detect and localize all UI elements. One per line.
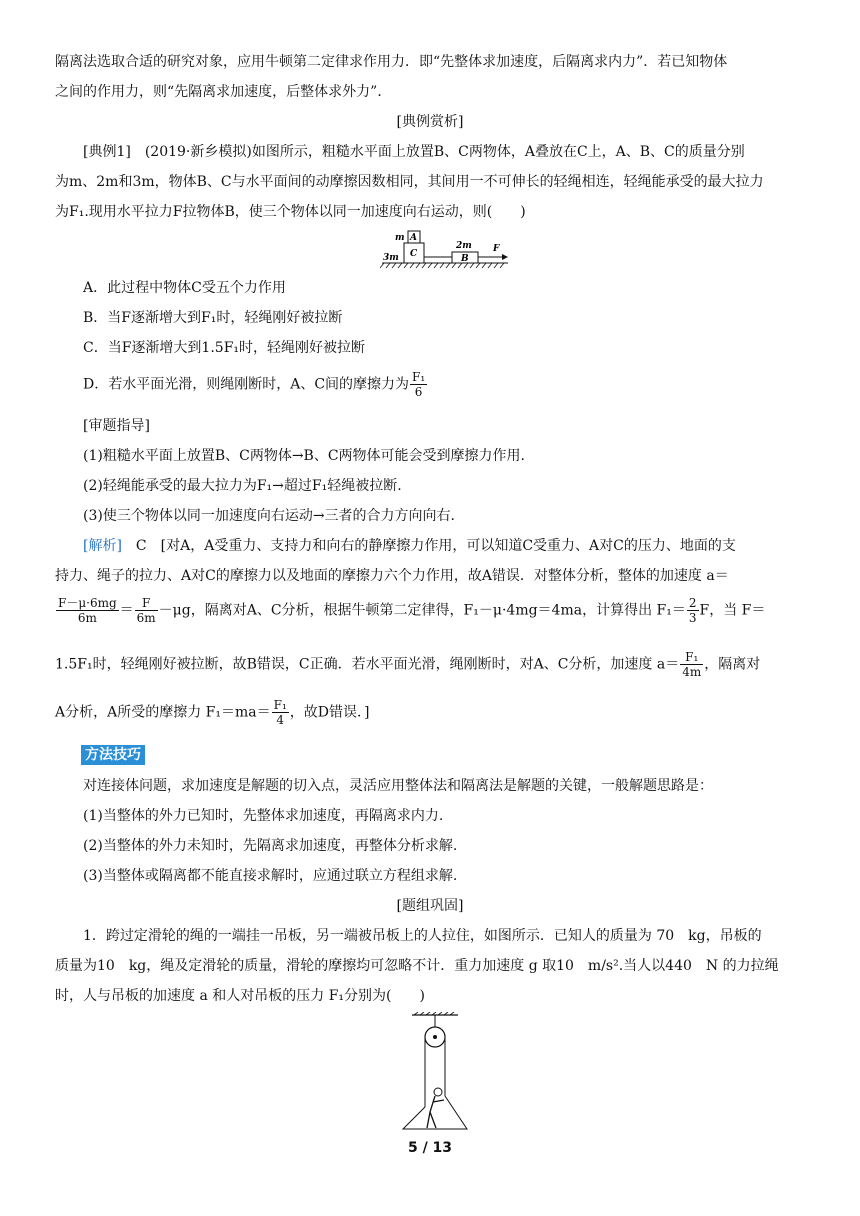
analysis-text-4: 1.5F₁时，轻绳刚好被拉断，故B错误，C正确．若水平面光滑，绳刚断时，对A、C分析，加速度 a＝ xyxy=(55,656,680,673)
analysis-text-3: －μg，隔离对A、C分析，根据牛顿第二定律得，F₁－μ·4mg＝4ma，计算得出 F₁＝ xyxy=(158,602,686,619)
option-d-numerator: F₁ xyxy=(412,370,426,384)
section-heading-group: [题组巩固] xyxy=(396,898,464,914)
option-d-text: D．若水平面光滑，则绳刚断时，A、C间的摩擦力为 xyxy=(83,376,410,393)
label-m: m xyxy=(395,233,405,243)
analysis-line-3 xyxy=(55,596,815,625)
analysis-line-4 xyxy=(55,650,815,679)
blocks-figure xyxy=(380,226,510,270)
question-1-line-2: 质量为10 kg，绳及定滑轮的质量，滑轮的摩擦均可忽略不计．重力加速度 g 取10 m/s².当人以440 N 的力拉绳 xyxy=(55,958,779,974)
fraction-2-denominator: 6m xyxy=(136,611,156,625)
equals-sign: ＝ xyxy=(119,602,134,619)
guide-title: [审题指导] xyxy=(83,418,150,434)
fraction-4-numerator: F₁ xyxy=(680,650,703,665)
label-3m: 3m xyxy=(383,253,399,263)
guide-item-1: (1)粗糙水平面上放置B、C两物体→B、C两物体可能会受到摩擦力作用. xyxy=(83,448,526,464)
fraction-1-denominator: 6m xyxy=(77,611,97,625)
fraction-3-denominator: 3 xyxy=(688,611,697,625)
analysis-text-5-end: ，故D错误．] xyxy=(289,704,370,721)
pulley-figure xyxy=(400,1012,472,1136)
analysis-line-2: 持力、绳子的拉力、A对C的摩擦力以及地面的摩擦力六个力作用，故A错误．对整体分析，整体的加速度 a＝ xyxy=(55,568,729,584)
label-b: B xyxy=(461,254,469,264)
analysis-fraction-3 xyxy=(687,596,699,625)
label-a: A xyxy=(410,233,417,243)
analysis-line-1 xyxy=(83,536,843,556)
example-line-2: 为m、2m和3m，物体B、C与水平面间的动摩擦因数相同，其间用一不可伸长的轻绳相连，轻绳能承受的最大拉力 xyxy=(55,174,764,190)
example-line-1: [典例1] (2019·新乡模拟)如图所示，粗糙水平面上放置B、C两物体，A叠放在C上，A、B、C的质量分别 xyxy=(83,144,745,160)
example-line-3: 为F₁.现用水平拉力F拉物体B，使三个物体以同一加速度向右运动，则( ) xyxy=(55,204,526,220)
analysis-fraction-5 xyxy=(272,698,289,727)
analysis-fraction-1 xyxy=(56,596,119,625)
fraction-2-numerator: F xyxy=(135,596,158,611)
label-f: F xyxy=(493,244,500,254)
analysis-text-1: C [对A，A受重力、支持力和向右的静摩擦力作用，可以知道C受重力、A对C的压力、地面的支 xyxy=(121,538,736,554)
method-tips-badge: 方法技巧 xyxy=(81,745,145,765)
option-b: B．当F逐渐增大到F₁时，轻绳刚好被拉断 xyxy=(83,310,343,326)
tips-item-2: (2)当整体的外力未知时，先隔离求加速度，再整体分析求解. xyxy=(83,838,458,854)
label-2m: 2m xyxy=(456,241,472,251)
fraction-5-numerator: F₁ xyxy=(273,698,287,712)
fraction-1-numerator: F－μ·6mg xyxy=(58,596,117,610)
fraction-4-denominator: 4m xyxy=(682,665,702,679)
section-heading-example: [典例赏析] xyxy=(396,114,464,130)
intro-line-2: 之间的作用力，则“先隔离求加速度，后整体求外力”． xyxy=(55,84,392,100)
fraction-5-denominator: 4 xyxy=(276,713,285,727)
tips-item-1: (1)当整体的外力已知时，先整体求加速度，再隔离求内力. xyxy=(83,808,444,824)
guide-item-2: (2)轻绳能承受的最大拉力为F₁→超过F₁轻绳被拉断. xyxy=(83,478,402,494)
fraction-3-numerator: 2 xyxy=(688,596,697,610)
page-number: 5 / 13 xyxy=(407,1140,453,1156)
analysis-line-5 xyxy=(55,698,815,727)
intro-line-1: 隔离法选取合适的研究对象，应用牛顿第二定律求作用力．即“先整体求加速度，后隔离求内力”．若已知物体 xyxy=(55,54,728,70)
option-d xyxy=(83,370,843,399)
option-c: C．当F逐渐增大到1.5F₁时，轻绳刚好被拉断 xyxy=(83,340,366,356)
guide-item-3: (3)使三个物体以同一加速度向右运动→三者的合力方向向右. xyxy=(83,508,456,524)
question-1-line-1: 1．跨过定滑轮的绳的一端挂一吊板，另一端被吊板上的人拉住，如图所示．已知人的质量为 70 kg，吊板的 xyxy=(83,928,762,944)
analysis-fraction-2 xyxy=(135,596,158,625)
option-d-fraction xyxy=(410,370,427,399)
option-a: A．此过程中物体C受五个力作用 xyxy=(83,280,286,296)
analysis-text-5: A分析，A所受的摩擦力 F₁＝ma＝ xyxy=(55,704,271,721)
analysis-fraction-4 xyxy=(680,650,703,679)
tips-item-3: (3)当整体或隔离都不能直接求解时，应通过联立方程组求解. xyxy=(83,868,458,884)
person-head xyxy=(434,1088,442,1096)
option-d-denominator: 6 xyxy=(414,385,423,399)
analysis-text-3-end: F，当 F＝ xyxy=(699,602,766,619)
label-c: C xyxy=(410,249,418,259)
person-body xyxy=(427,1096,444,1128)
question-1-line-3: 时，人与吊板的加速度 a 和人对吊板的压力 F₁分别为( ) xyxy=(55,988,425,1004)
analysis-tag: [解析] xyxy=(83,538,122,554)
analysis-text-4-end: ，隔离对 xyxy=(704,656,761,673)
tips-line-1: 对连接体问题，求加速度是解题的切入点，灵活应用整体法和隔离法是解题的关键，一般解题思路是： xyxy=(83,778,713,794)
